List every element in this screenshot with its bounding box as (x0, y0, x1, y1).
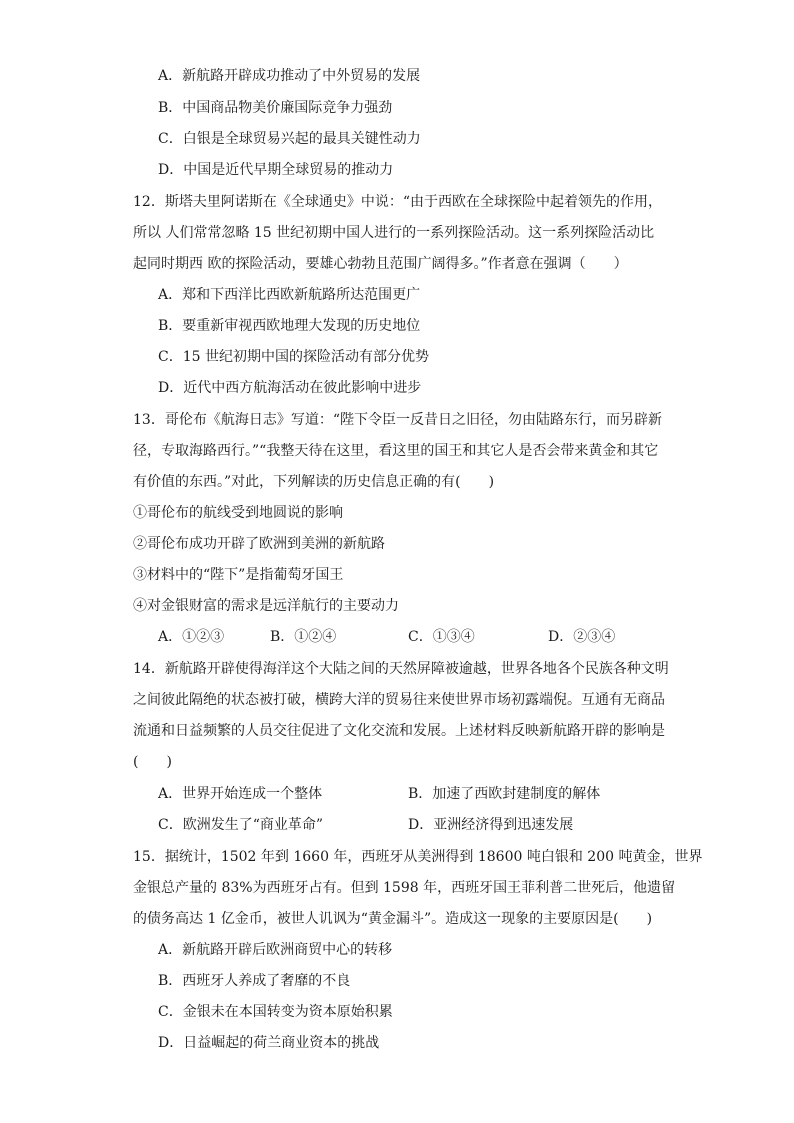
q12-option-c: C．15 世纪初期中国的探险活动有部分优势 (158, 349, 429, 365)
q13-options-row (0, 627, 794, 647)
q15-stem-line: 的债务高达 1 亿金币，被世人讥讽为“黄金漏斗”。造成这一现象的主要原因是( ) (133, 911, 653, 927)
q12-option-a: A．郑和下西洋比西欧新航路所达范围更广 (158, 287, 421, 303)
q13-statement-4: ④对金银财富的需求是远洋航行的主要动力 (133, 598, 399, 614)
q12-option-d: D．近代中西方航海活动在彼此影响中进步 (158, 380, 422, 396)
q13-statement-1: ①哥伦布的航线受到地圆说的影响 (133, 505, 343, 521)
q14-option-a: A．世界开始连成一个整体 (158, 786, 323, 802)
q15-option-a: A．新航路开辟后欧洲商贸中心的转移 (158, 942, 393, 958)
q14-option-c: C．欧洲发生了“商业革命” (158, 817, 324, 833)
q13-option-d: D．②③④ (548, 629, 616, 645)
q14-options-row-2 (0, 815, 794, 835)
q15-stem-line: 金银总产量的 83%为西班牙占有。但到 1598 年，西班牙国王菲利普二世死后，他遗留 (133, 880, 676, 896)
q12-stem-line: 起同时期西 欧的探险活动，要雄心勃勃且范围广阔得多。”作者意在强调（ ） (133, 256, 628, 272)
q11-option-c: C．白银是全球贸易兴起的最具关键性动力 (158, 131, 421, 147)
q14-stem-line: 14．新航路开辟使得海洋这个大陆之间的天然屏障被逾越，世界各地各个民族各种文明 (133, 661, 669, 677)
q15-option-c: C．金银未在本国转变为资本原始积累 (158, 1004, 393, 1020)
q15-option-b: B．西班牙人养成了奢靡的不良 (158, 973, 351, 989)
q14-stem-line: ( ) (133, 754, 172, 770)
q15-stem-line: 15．据统计，1502 年到 1660 年，西班牙从美洲得到 18600 吨白银和 200 吨黄金，世界 (133, 849, 703, 865)
q14-stem-line: 流通和日益频繁的人员交往促进了文化交流和发展。上述材料反映新航路开辟的影响是 (133, 723, 665, 739)
q11-option-b: B．中国商品物美价廉国际竞争力强劲 (158, 100, 393, 116)
q13-option-c: C．①③④ (408, 629, 475, 645)
q12-option-b: B．要重新审视西欧地理大发现的历史地位 (158, 318, 421, 334)
q14-option-d: D．亚洲经济得到迅速发展 (408, 817, 574, 833)
q13-stem-line: 13．哥伦布《航海日志》写道：“陛下令臣一反昔日之旧径，勿由陆路东行，而另辟新 (133, 412, 662, 428)
q13-option-a: A．①②③ (158, 629, 225, 645)
q14-stem-line: 之间彼此隔绝的状态被打破，横跨大洋的贸易往来使世界市场初露端倪。互通有无商品 (133, 692, 665, 708)
q12-stem-line: 所以 人们常常忽略 15 世纪初期中国人进行的一系列探险活动。这一系列探险活动比 (133, 225, 655, 241)
q12-stem-line: 12．斯塔夫里阿诺斯在《全球通史》中说：“由于西欧在全球探险中起着领先的作用， (133, 194, 662, 210)
q14-options-row-1 (0, 784, 794, 804)
q13-statement-3: ③材料中的“陛下”是指葡萄牙国王 (133, 567, 344, 583)
q11-option-d: D．中国是近代早期全球贸易的推动力 (158, 162, 394, 178)
q14-option-b: B．加速了西欧封建制度的解体 (408, 786, 601, 802)
q13-option-b: B．①②④ (270, 629, 337, 645)
q13-statement-2: ②哥伦布成功开辟了欧洲到美洲的新航路 (133, 536, 385, 552)
q13-stem-line: 有价值的东西。”对此，下列解读的历史信息正确的有( ) (133, 474, 495, 490)
q15-option-d: D．日益崛起的荷兰商业资本的挑战 (158, 1035, 380, 1051)
q11-option-a: A．新航路开辟成功推动了中外贸易的发展 (158, 68, 421, 84)
q13-stem-line: 径，专取海路西行。”“我整天待在这里，看这里的国王和其它人是否会带来黄金和其它 (133, 443, 659, 459)
